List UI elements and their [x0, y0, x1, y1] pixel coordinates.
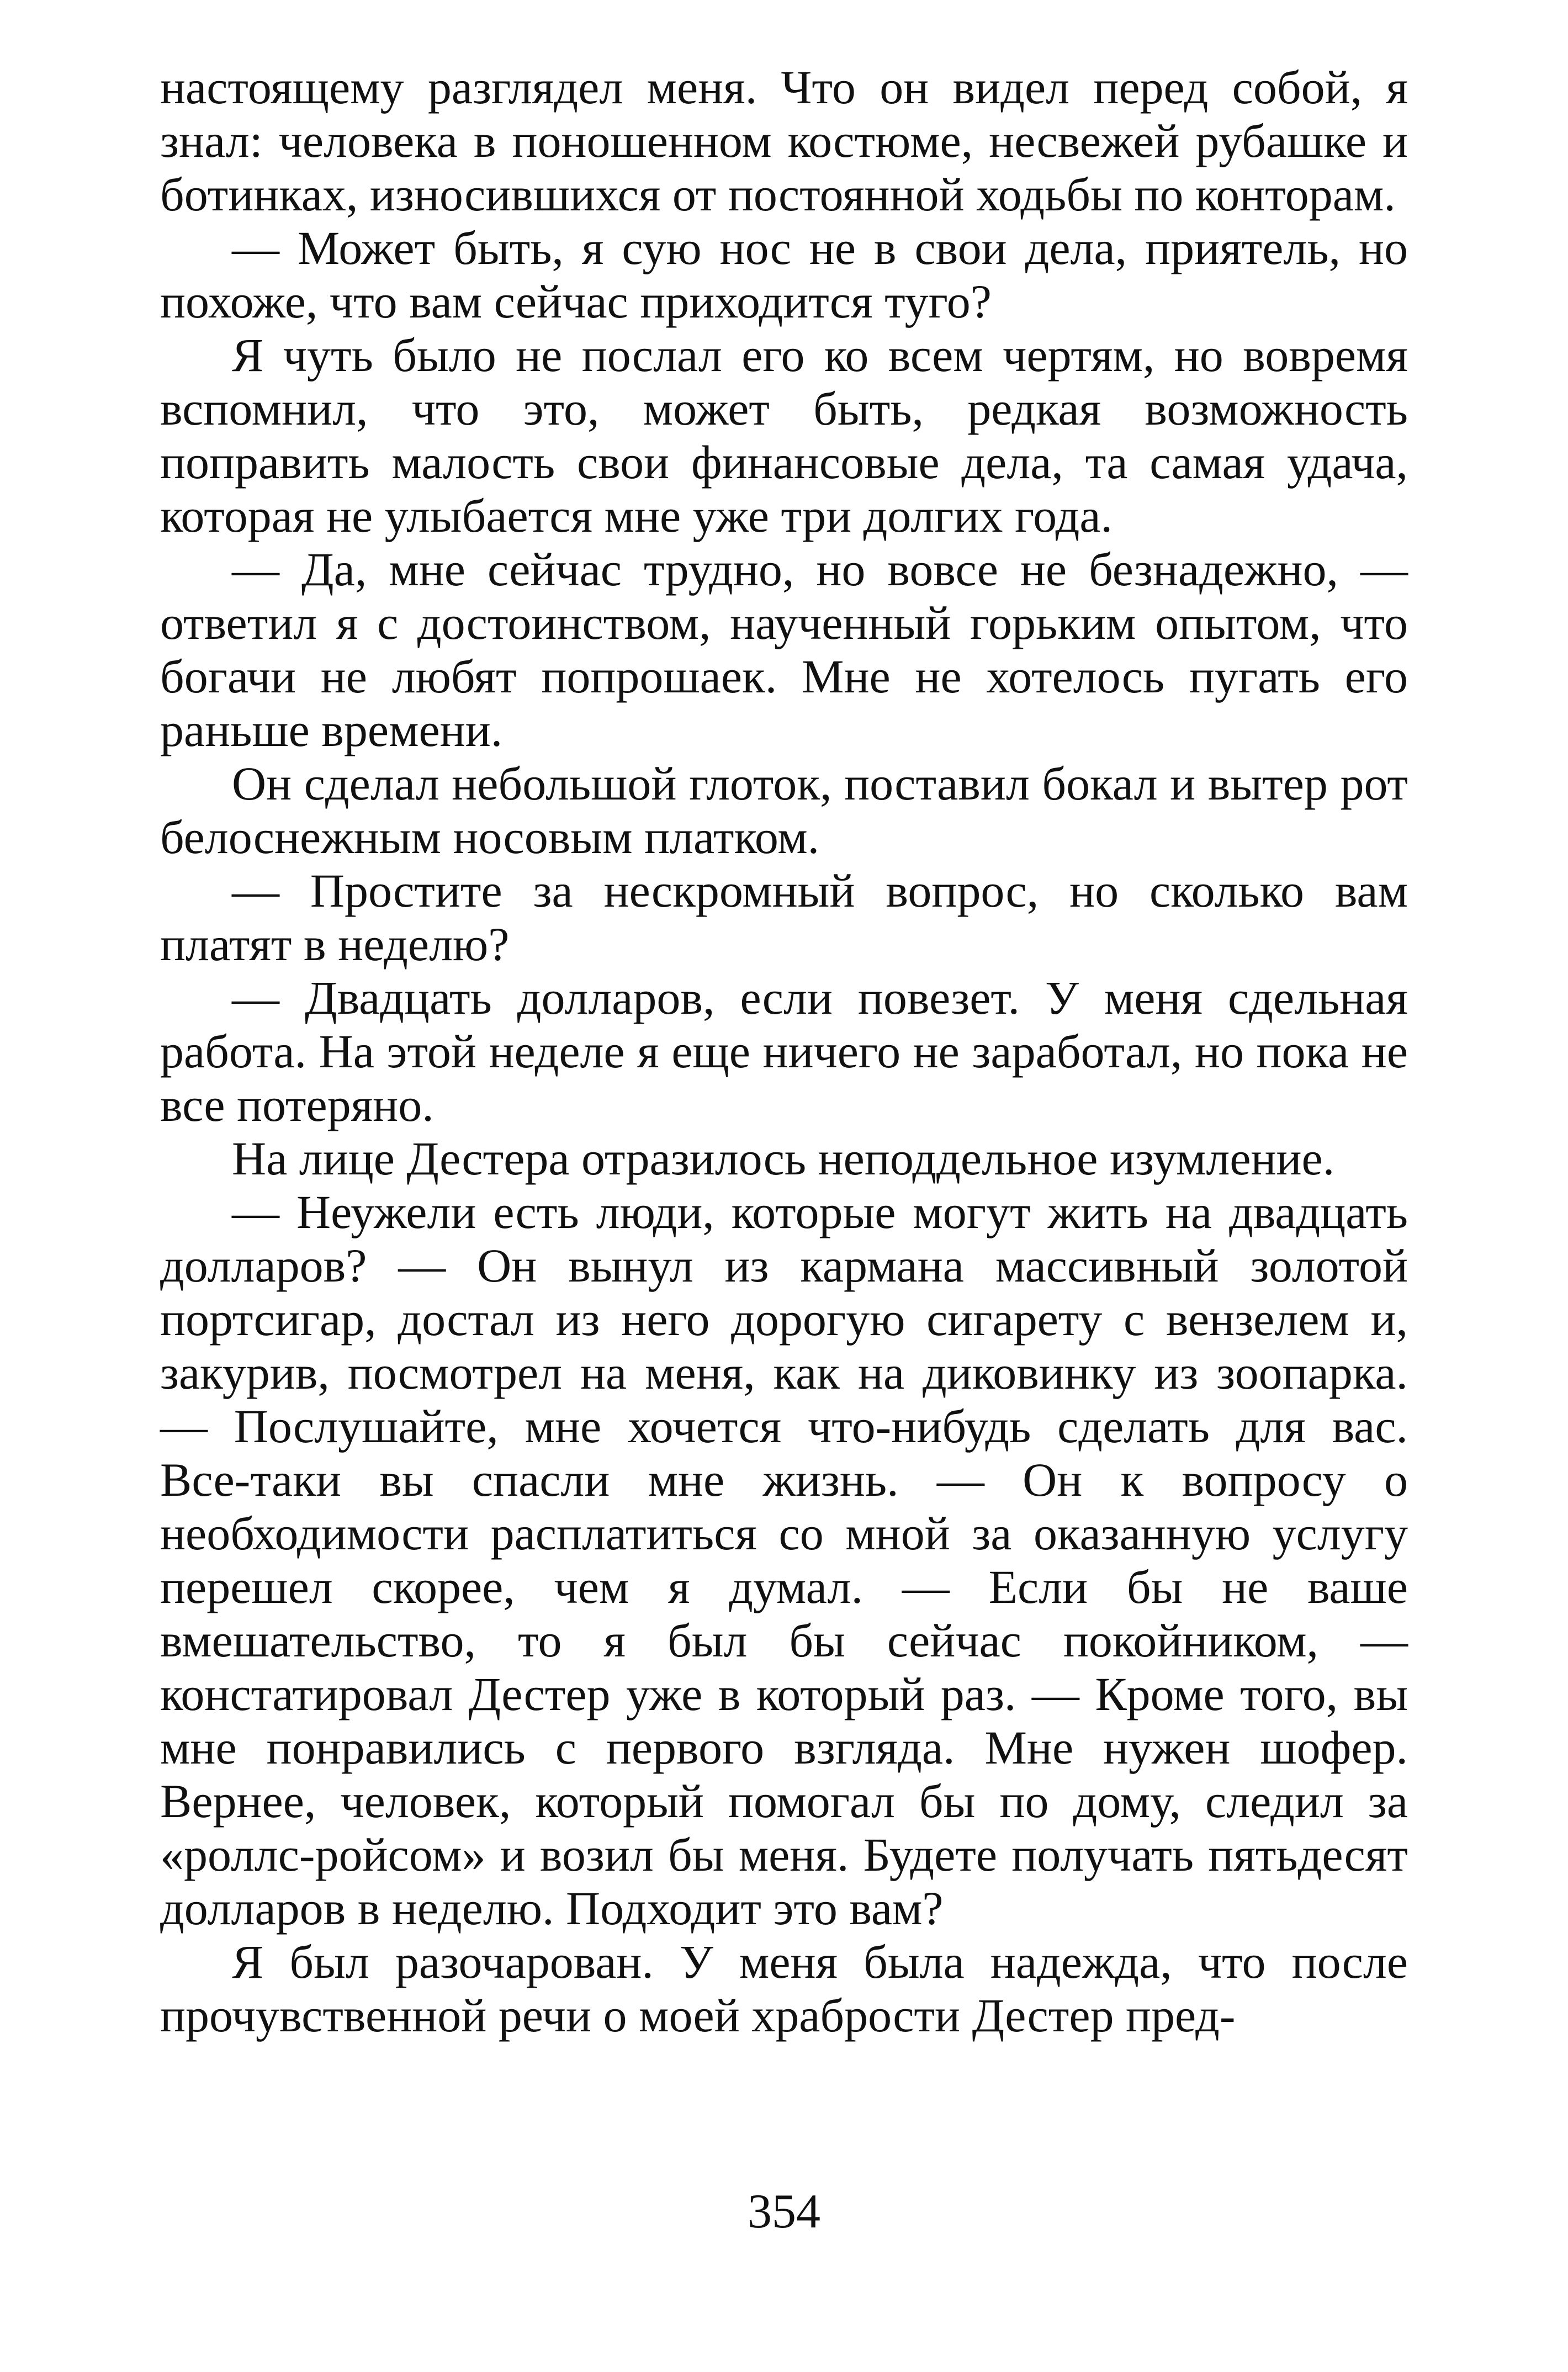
paragraph: Я был разочарован. У меня была надежда, что после прочувственной речи о моей храбрости Дестер пред- — [160, 1935, 1408, 2042]
page-number: 354 — [748, 2185, 820, 2238]
paragraph: Я чуть было не послал его ко всем чертям, но вовремя вспомнил, что это, может быть, редкая возможность поправить малость свои финансовые дела, та самая удача, которая не улыбается мне уже три долгих года. — [160, 329, 1408, 542]
paragraph: На лице Дестера отразилось неподдельное изумление. — [232, 1132, 1335, 1185]
paragraph: — Может быть, я сую нос не в свои дела, приятель, но похоже, что вам сейчас приходится туго? — [160, 221, 1408, 328]
paragraph: Он сделал небольшой глоток, поставил бокал и вытер рот белоснежным носовым платком. — [160, 757, 1408, 864]
page-body — [160, 61, 1408, 2042]
paragraph: — Неужели есть люди, которые могут жить на двадцать долларов? — Он вынул из кармана массивный золотой портсигар, достал из него дорогую сигарету с вензелем и, закурив, посмотрел на меня, как на диковинку из зоопарка. — Послушайте, мне хочется что-нибудь сделать для вас. Все-таки вы спасли мне жизнь. — Он к вопросу о необходимости расплатиться со мной за оказанную услугу перешел скорее, чем я думал. — Если бы не ваше вмешательство, то я был бы сейчас покойником, — констатировал Дестер уже в который раз. — Кроме того, вы мне понравились с первого взгляда. Мне нужен шофер. Вернее, человек, который помогал бы по дому, следил за «роллс-ройсом» и возил бы меня. Будете получать пятьдесят долларов в неделю. Подходит это вам? — [160, 1185, 1408, 1935]
paragraph: — Двадцать долларов, если повезет. У меня сдельная работа. На этой неделе я еще ничего не заработал, но пока не все потеряно. — [160, 971, 1408, 1131]
paragraph: — Простите за нескромный вопрос, но сколько вам платят в неделю? — [160, 864, 1408, 971]
paragraph: — Да, мне сейчас трудно, но вовсе не безнадежно, — ответил я с достоинством, наученный горьким опытом, что богачи не любят попрошаек. Мне не хотелось пугать его раньше времени. — [160, 543, 1408, 756]
paragraph: настоящему разглядел меня. Что он видел перед собой, я знал: человека в поношенном костюме, несвежей рубашке и ботинках, износившихся от постоянной ходьбы по конторам. — [160, 61, 1408, 221]
